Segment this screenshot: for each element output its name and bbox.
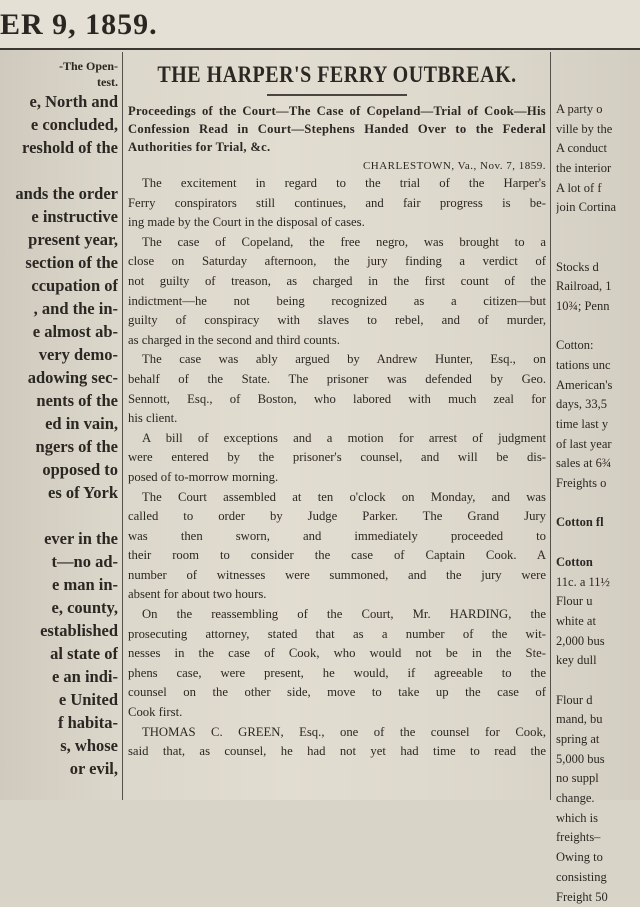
left-column-line: ands the order bbox=[0, 182, 118, 205]
left-column-line: very demo- bbox=[0, 343, 118, 366]
article-headline: THE HARPER'S FERRY OUTBREAK. bbox=[128, 58, 546, 95]
right-column-line: 5,000 bus bbox=[556, 750, 640, 770]
left-column-line: e concluded, bbox=[0, 113, 118, 136]
right-column-line: ville by the bbox=[556, 120, 640, 140]
column-rule-right bbox=[550, 52, 551, 800]
left-column-line: e almost ab- bbox=[0, 320, 118, 343]
right-column-line bbox=[556, 533, 640, 553]
article-dateline: CHARLESTOWN, Va., Nov. 7, 1859. bbox=[128, 158, 546, 174]
article-body-line: counsel on the other side, move to take up the case of bbox=[128, 683, 546, 703]
right-column-line: tations unc bbox=[556, 356, 640, 376]
left-column-line: e, North and bbox=[0, 90, 118, 113]
right-column-line: 10¾; Penn bbox=[556, 297, 640, 317]
masthead bbox=[0, 0, 640, 50]
right-column-line: 2,000 bus bbox=[556, 632, 640, 652]
article-body-line: said that, as counsel, he had not yet had time to read the bbox=[128, 742, 546, 762]
right-column bbox=[556, 100, 640, 907]
left-column-line: s, whose bbox=[0, 734, 118, 757]
article-body-line: Cook first. bbox=[128, 703, 546, 723]
right-column-line: of last year bbox=[556, 435, 640, 455]
article-body-line: phens case, were present, he would, if agreeable to the bbox=[128, 664, 546, 684]
left-column-line: e an indi- bbox=[0, 665, 118, 688]
article-body-line: The excitement in regard to the trial of the Harper's bbox=[128, 174, 546, 194]
left-subhead-line: test. bbox=[0, 74, 118, 90]
left-column-line: established bbox=[0, 619, 118, 642]
article-body-line: number of witnesses were summoned, and the jury were bbox=[128, 566, 546, 586]
right-column-line: A party o bbox=[556, 100, 640, 120]
masthead-date: ER 9, 1859. bbox=[0, 8, 158, 42]
article-body-line: not guilty of treason, as charged in the first count of the bbox=[128, 272, 546, 292]
right-column-line: Cotton fl bbox=[556, 513, 640, 533]
right-column-line: Cotton: bbox=[556, 336, 640, 356]
left-column-line bbox=[0, 159, 118, 182]
left-column-line: section of the bbox=[0, 251, 118, 274]
left-column-line: ever in the bbox=[0, 527, 118, 550]
right-column-line bbox=[556, 494, 640, 514]
article-body-line: was then sworn, and immediately proceeded to bbox=[128, 527, 546, 547]
right-column-line bbox=[556, 238, 640, 258]
left-column-line: e, county, bbox=[0, 596, 118, 619]
left-column-line: e man in- bbox=[0, 573, 118, 596]
article bbox=[128, 58, 546, 762]
right-column-line: spring at bbox=[556, 730, 640, 750]
left-column-line: al state of bbox=[0, 642, 118, 665]
article-body-line: A bill of exceptions and a motion for arrest of judgment bbox=[128, 429, 546, 449]
article-body-line: The Court assembled at ten o'clock on Monday, and was bbox=[128, 488, 546, 508]
left-column-line: nents of the bbox=[0, 389, 118, 412]
article-body-line: nesses in the case of Cook, who would not be in the Ste- bbox=[128, 644, 546, 664]
left-column-line: reshold of the bbox=[0, 136, 118, 159]
left-column-line: ngers of the bbox=[0, 435, 118, 458]
left-column-line bbox=[0, 504, 118, 527]
article-body-line: his client. bbox=[128, 409, 546, 429]
left-subhead-line: -The Open- bbox=[0, 58, 118, 74]
left-column-line: ed in vain, bbox=[0, 412, 118, 435]
left-column-line: present year, bbox=[0, 228, 118, 251]
right-column-line: Freights o bbox=[556, 474, 640, 494]
article-body-line: indictment—he not being recognized as a citizen—but bbox=[128, 292, 546, 312]
right-column-line bbox=[556, 317, 640, 337]
article-body-line: prosecuting attorney, stated that as a number of the wit- bbox=[128, 625, 546, 645]
left-column-line: es of York bbox=[0, 481, 118, 504]
right-column-line bbox=[556, 218, 640, 238]
right-column-line: white at bbox=[556, 612, 640, 632]
article-body bbox=[128, 174, 546, 762]
article-body-line: The case of Copeland, the free negro, was brought to a bbox=[128, 233, 546, 253]
article-body-line: as charged in the second and third counts. bbox=[128, 331, 546, 351]
article-body-line: behalf of the State. The prisoner was defended by Geo. bbox=[128, 370, 546, 390]
left-column-line: f habita- bbox=[0, 711, 118, 734]
article-body-line: ing made by the Court in the disposal of cases. bbox=[128, 213, 546, 233]
right-column-line: freights– bbox=[556, 828, 640, 848]
right-column-line: no suppl bbox=[556, 769, 640, 789]
right-column-line: Flour u bbox=[556, 592, 640, 612]
right-column-line: A conduct bbox=[556, 139, 640, 159]
left-column-line: e United bbox=[0, 688, 118, 711]
left-column-line: adowing sec- bbox=[0, 366, 118, 389]
article-body-line: were entered by the prisoner's counsel, and will be dis- bbox=[128, 448, 546, 468]
column-rule-left bbox=[122, 52, 123, 800]
right-column-line: time last y bbox=[556, 415, 640, 435]
right-column-line: Owing to bbox=[556, 848, 640, 868]
right-column-line: change. bbox=[556, 789, 640, 809]
left-column-line: t—no ad- bbox=[0, 550, 118, 573]
article-deck: Proceedings of the Court—The Case of Copeland—Trial of Cook—His Confession Read in Court—Stephens Handed Over to the Federal Authorities for Trial, &c. bbox=[128, 102, 546, 156]
right-column-text bbox=[556, 100, 640, 907]
article-body-line: Sennott, Esq., of Boston, who labored with much zeal for bbox=[128, 390, 546, 410]
article-body-line: close on Saturday afternoon, the jury finding a verdict of bbox=[128, 252, 546, 272]
left-column bbox=[0, 58, 118, 780]
right-column-line: Railroad, 1 bbox=[556, 277, 640, 297]
left-column-line: , and the in- bbox=[0, 297, 118, 320]
article-body-line: posed of to-morrow morning. bbox=[128, 468, 546, 488]
right-column-line: days, 33,5 bbox=[556, 395, 640, 415]
left-column-line: opposed to bbox=[0, 458, 118, 481]
right-column-line: American's bbox=[556, 376, 640, 396]
right-column-line: key dull bbox=[556, 651, 640, 671]
right-column-line: which is bbox=[556, 809, 640, 829]
left-column-line: or evil, bbox=[0, 757, 118, 780]
right-column-line: Stocks d bbox=[556, 258, 640, 278]
article-body-line: guilty of conspiracy with slaves to rebel, and of murder, bbox=[128, 311, 546, 331]
left-column-line: ccupation of bbox=[0, 274, 118, 297]
article-body-line: called to order by Judge Parker. The Grand Jury bbox=[128, 507, 546, 527]
article-body-line: THOMAS C. GREEN, Esq., one of the counsel for Cook, bbox=[128, 723, 546, 743]
article-body-line: On the reassembling of the Court, Mr. HARDING, the bbox=[128, 605, 546, 625]
right-column-line: consisting bbox=[556, 868, 640, 888]
left-column-text bbox=[0, 90, 118, 780]
article-body-line: The case was ably argued by Andrew Hunter, Esq., on bbox=[128, 350, 546, 370]
right-column-line: Freight 50 bbox=[556, 888, 640, 907]
right-column-line: Cotton bbox=[556, 553, 640, 573]
right-column-line: mand, bu bbox=[556, 710, 640, 730]
article-body-line: Ferry conspirators still continues, and fair progress is be- bbox=[128, 194, 546, 214]
left-column-line: e instructive bbox=[0, 205, 118, 228]
right-column-line: 11c. a 11½ bbox=[556, 573, 640, 593]
right-column-line: sales at 6¾ bbox=[556, 454, 640, 474]
right-column-line: join Cortina bbox=[556, 198, 640, 218]
right-column-line: the interior bbox=[556, 159, 640, 179]
right-column-line bbox=[556, 671, 640, 691]
article-body-line: their room to consider the case of Captain Cook. A bbox=[128, 546, 546, 566]
article-body-line: absent for about two hours. bbox=[128, 585, 546, 605]
right-column-line: Flour d bbox=[556, 691, 640, 711]
right-column-line: A lot of f bbox=[556, 179, 640, 199]
